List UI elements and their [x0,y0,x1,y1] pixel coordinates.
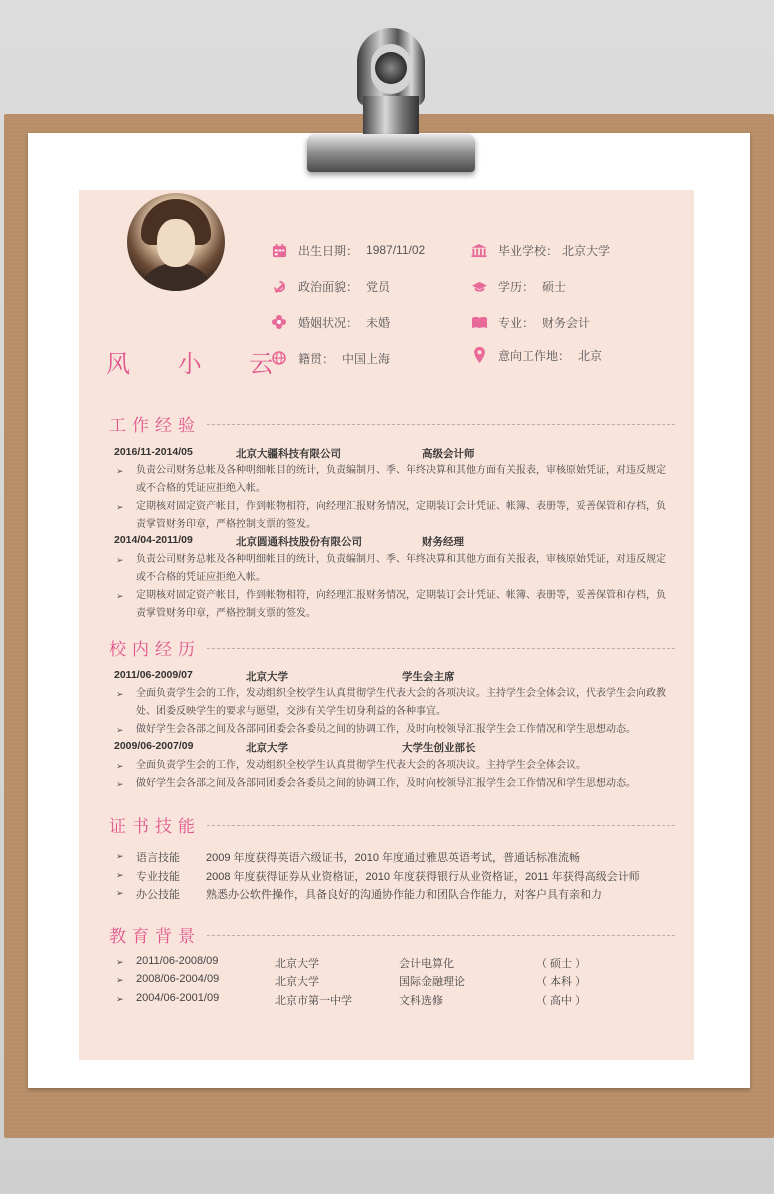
edu-degree: （ 硕士 ） [536,958,587,970]
edu-period: 2008/06-2004/09 [136,973,220,985]
info-degree [470,277,566,295]
edu-row [116,973,676,991]
cert-row [116,849,676,867]
info-location [470,346,602,364]
campus-org: 北京大学 [246,742,288,754]
birth-value: 1987/11/02 [366,243,426,257]
edu-period: 2004/06-2001/09 [136,992,220,1004]
bullet-arrow-icon: ➢ [116,975,124,985]
major-value: 财务会计 [542,315,591,330]
section-divider [207,424,675,425]
location-label: 意向工作地： [498,348,571,363]
campus-org: 北京大学 [246,671,288,683]
work-bullet: ➢ 负责公司财务总帐及各种明细帐目的统计，负责编制月、季、年终决算和其他方面有关报表，审核原始凭证，对违反规定或不合格的凭证应拒绝入帐。 [116,551,668,587]
info-political [270,277,390,295]
cert-row [116,868,676,886]
campus-bullet: ➢ 全面负责学生会的工作，发动组织全校学生认真贯彻学生代表大会的各项决议。主持学生会全体会议。 [116,757,668,775]
degree-label: 学历： [498,279,535,294]
cert-desc: 2008 年度获得证券从业资格证，2010 年度获得银行从业资格证，2011 年获得高级会计师 [206,871,640,883]
party-emblem-icon [270,277,288,295]
cert-name: 专业技能 [136,871,180,883]
edu-degree: （ 高中 ） [536,995,587,1007]
campus-period: 2009/06-2007/09 [114,740,194,752]
campus-bullet: ➢ 做好学生会各部之间及各部同团委会各委员之间的协调工作，及时向校领导汇报学生会工作情况和学生思想动态。 [116,775,668,793]
cert-desc: 熟悉办公软件操作，具备良好的沟通协作能力和团队合作能力，对客户具有亲和力 [206,889,602,901]
bullet-arrow-icon: ➢ [116,851,124,861]
work-company: 北京圆通科技股份有限公司 [236,536,362,548]
flower-icon [270,313,288,331]
birth-label: 出生日期： [298,243,359,258]
political-label: 政治面貌： [298,279,359,294]
edu-major: 国际金融理论 [399,976,465,988]
graduation-cap-icon [470,277,488,295]
section-divider [207,935,675,936]
work-title: 财务经理 [422,536,464,548]
bullet-arrow-icon: ➢ [116,761,124,771]
work-bullet: ➢ 定期核对固定资产帐目，作到帐物相符，向经理汇报财务情况，定期装订会计凭证、帐簿、表册等，妥善保管和存档，负责掌管财务印章，严格控制支票的签发。 [116,587,668,623]
bullet-arrow-icon: ➢ [116,779,124,789]
book-icon [470,313,488,331]
section-divider [207,648,675,649]
bullet-arrow-icon: ➢ [116,466,124,476]
bullet-arrow-icon: ➢ [116,591,124,601]
edu-major: 会计电算化 [399,958,454,970]
work-bullet: ➢ 定期核对固定资产帐目，作到帐物相符，向经理汇报财务情况，定期装订会计凭证、帐簿、表册等，妥善保管和存档，负责掌管财务印章，严格控制支票的签发。 [116,498,668,534]
bullet-arrow-icon: ➢ [116,994,124,1004]
campus-period: 2011/06-2009/07 [114,669,193,681]
edu-degree: （ 本科 ） [536,976,587,988]
section-title-campus: 校内经历 [109,640,201,659]
work-period: 2014/04-2011/09 [114,534,193,546]
cert-desc: 2009 年度获得英语六级证书，2010 年度通过雅思英语考试，普通话标准流畅 [206,852,581,864]
school-value: 北京大学 [562,243,611,258]
binder-clip-neck [363,96,419,138]
edu-period: 2011/06-2008/09 [136,955,219,967]
native-value: 中国上海 [342,351,391,366]
section-header-campus [109,635,675,660]
school-label: 毕业学校： [498,243,559,258]
cert-row [116,886,676,904]
work-bullet: ➢ 负责公司财务总帐及各种明细帐目的统计，负责编制月、季、年终决算和其他方面有关报表，审核原始凭证，对违反规定或不合格的凭证应拒绝入帐。 [116,462,668,498]
bullet-arrow-icon: ➢ [116,888,124,898]
work-period: 2016/11-2014/05 [114,446,193,458]
campus-title: 学生会主席 [402,671,455,683]
info-marital [270,313,390,331]
campus-bullet: ➢ 全面负责学生会的工作，发动组织全校学生认真贯彻学生代表大会的各项决议。主持学生会全体会议，代表学生会向政教处、团委反映学生的要求与愿望，交涉有关学生切身利益的各种事宜。 [116,685,668,721]
candidate-name: 风 小 云 [106,350,294,378]
avatar [127,193,225,291]
building-icon [470,241,488,259]
section-title-edu: 教育背景 [109,927,201,946]
bullet-arrow-icon: ➢ [116,725,124,735]
major-label: 专业： [498,315,535,330]
info-major [470,313,590,331]
bullet-arrow-icon: ➢ [116,689,124,699]
section-header-work [109,411,675,436]
campus-bullet: ➢ 做好学生会各部之间及各部同团委会各委员之间的协调工作，及时向校领导汇报学生会工作情况和学生思想动态。 [116,721,668,739]
binder-clip-base [307,134,475,172]
degree-value: 硕士 [542,279,567,294]
binder-clip-hole [375,52,407,84]
info-school [470,241,610,259]
marital-value: 未婚 [366,315,391,330]
location-pin-icon [470,346,488,364]
edu-school: 北京大学 [275,958,319,970]
political-value: 党员 [366,279,391,294]
calendar-icon [270,241,288,259]
edu-major: 文科选修 [399,995,443,1007]
bullet-arrow-icon: ➢ [116,957,124,967]
edu-school: 北京市第一中学 [275,995,352,1007]
edu-row [116,992,676,1010]
location-value: 北京 [578,348,603,363]
info-birth [270,241,425,259]
globe-icon [270,349,288,367]
campus-title: 大学生创业部长 [402,742,476,754]
work-title: 高级会计师 [422,448,475,460]
section-header-certs [109,812,675,837]
native-label: 籍贯： [298,351,335,366]
bullet-arrow-icon: ➢ [116,502,124,512]
edu-school: 北京大学 [275,976,319,988]
cert-name: 办公技能 [136,889,180,901]
bullet-arrow-icon: ➢ [116,870,124,880]
marital-label: 婚姻状况： [298,315,359,330]
section-divider [207,825,675,826]
cert-name: 语言技能 [136,852,180,864]
section-title-work: 工作经验 [109,416,201,435]
section-header-edu [109,922,675,947]
section-title-certs: 证书技能 [109,817,201,836]
work-company: 北京大疆科技有限公司 [236,448,341,460]
edu-row [116,955,676,973]
info-native [270,349,390,367]
bullet-arrow-icon: ➢ [116,555,124,565]
